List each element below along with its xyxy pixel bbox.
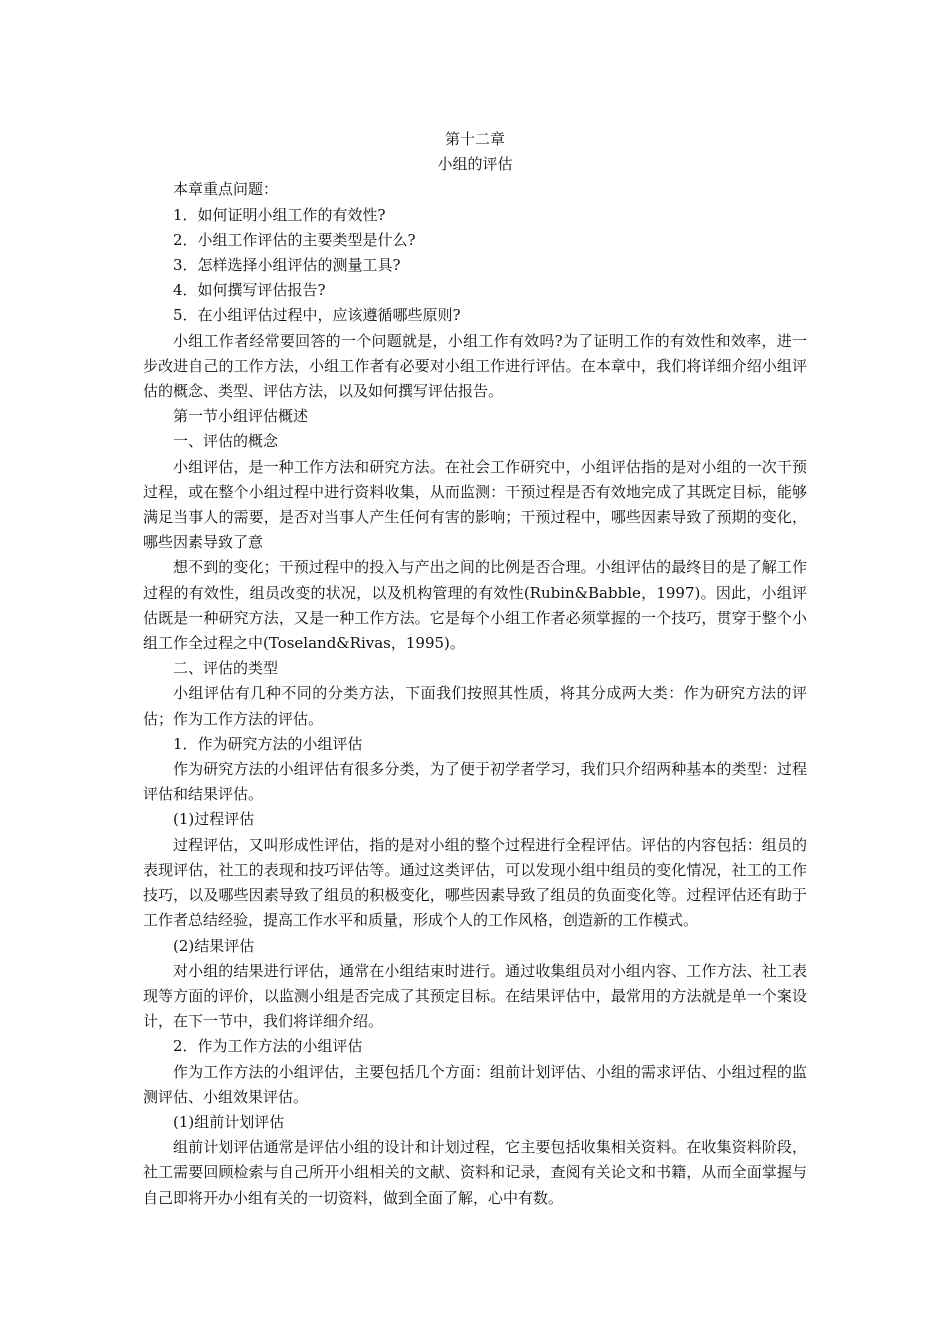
section-heading: 第一节小组评估概述 [173,407,309,426]
work-method-heading: 2．作为工作方法的小组评估 [173,1037,363,1056]
chapter-number: 第十二章 [444,130,505,148]
work-method-paragraph: 作为工作方法的小组评估，主要包括几个方面：组前计划评估、小组的需求评估、小组过程的监测评估、小组效果评估。 [143,1062,807,1106]
document-body [143,127,807,1211]
chapter-title: 小组的评估 [437,155,513,174]
key-question-item: 5．在小组评估过程中，应该遵循哪些原则? [173,306,461,325]
result-evaluation-heading: (2)结果评估 [173,936,255,955]
intro-paragraph: 小组工作者经常要回答的一个问题就是，小组工作有效吗?为了证明工作的有效性和效率，进一步改进自己的工作方法，小组工作者有必要对小组工作进行评估。在本章中，我们将详细介绍小组评估的概念、类型、评估方法，以及如何撰写评估报告。 [143,331,807,401]
process-evaluation-heading: (1)过程评估 [173,810,255,829]
process-evaluation-paragraph: 过程评估，又叫形成性评估，指的是对小组的整个过程进行全程评估。评估的内容包括：组员的表现评估，社工的表现和技巧评估等。通过这类评估，可以发现小组中组员的变化情况，社工的工作技巧，以及哪些因素导致了组员的积极变化，哪些因素导致了组员的负面变化等。过程评估还有助于工作者总结经验，提高工作水平和质量，形成个人的工作风格，创造新的工作模式。 [143,835,807,930]
concept-paragraph-2: 想不到的变化；干预过程中的投入与产出之间的比例是否合理。小组评估的最终目的是了解工作过程的有效性，组员改变的状况，以及机构管理的有效性(Rubin&Babble，1997)。因此，小组评估既是一种研究方法，又是一种工作方法。它是每个小组工作者必须掌握的一个技巧，贯穿于整个小组工作全过程之中(Toseland&Rivas，1995)。 [143,558,807,653]
key-question-item: 1．如何证明小组工作的有效性? [173,205,386,224]
subsection-heading-types: 二、评估的类型 [173,659,279,678]
key-question-item: 4．如何撰写评估报告? [173,281,326,300]
key-question-item: 2．小组工作评估的主要类型是什么? [173,230,416,249]
subsection-heading-concept: 一、评估的概念 [173,432,279,451]
research-method-heading: 1．作为研究方法的小组评估 [173,734,363,753]
key-questions-heading: 本章重点问题： [173,180,279,199]
pre-plan-evaluation-heading: (1)组前计划评估 [173,1112,285,1131]
research-method-paragraph: 作为研究方法的小组评估有很多分类，为了便于初学者学习，我们只介绍两种基本的类型：过程评估和结果评估。 [143,760,807,804]
concept-paragraph-1: 小组评估，是一种工作方法和研究方法。在社会工作研究中，小组评估指的是对小组的一次干预过程，或在整个小组过程中进行资料收集，从而监测：干预过程是否有效地完成了其既定目标，能够满足当事人的需要，是否对当事人产生任何有害的影响；干预过程中，哪些因素导致了预期的变化，哪些因素导致了意 [143,457,807,552]
types-paragraph: 小组评估有几种不同的分类方法，下面我们按照其性质，将其分成两大类：作为研究方法的评估；作为工作方法的评估。 [143,684,807,728]
key-question-item: 3．怎样选择小组评估的测量工具? [173,256,401,275]
pre-plan-evaluation-paragraph: 组前计划评估通常是评估小组的设计和计划过程，它主要包括收集相关资料。在收集资料阶段，社工需要回顾检索与自己所开小组相关的文献、资料和记录，查阅有关论文和书籍，从而全面掌握与自己即将开办小组有关的一切资料，做到全面了解，心中有数。 [143,1138,807,1207]
result-evaluation-paragraph: 对小组的结果进行评估，通常在小组结束时进行。通过收集组员对小组内容、工作方法、社工表现等方面的评价，以监测小组是否完成了其预定目标。在结果评估中，最常用的方法就是单一个案设计，在下一节中，我们将详细介绍。 [143,961,807,1031]
